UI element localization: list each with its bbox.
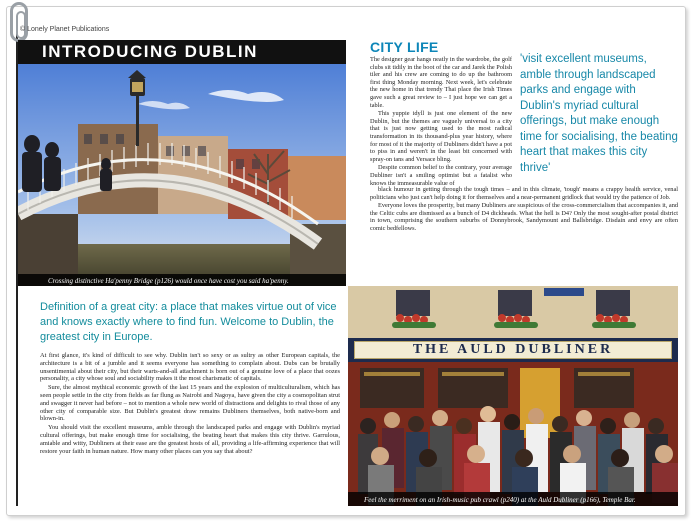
city-life-title: CITY LIFE bbox=[370, 39, 439, 55]
paperclip-icon bbox=[10, 2, 28, 42]
bridge-photo-caption: Crossing distinctive Ha'penny Bridge (p126) would once have cost you said ha'penny. bbox=[48, 277, 289, 285]
intro-paragraph: At first glance, it's kind of difficult to see why. Dublin isn't so sexy or as sultry as other European capitals, the architecture is a bit of a jumble and it seems everyone has something to complain about. Dubs can be brutally unsentimental about their city, but their warts-and-all attachment is born out of a genuine love of a place that oozes personality, a city whose soul and sociability makes it the most charismatic of capitals. bbox=[40, 352, 340, 383]
publisher-credit: © Lonely Planet Publications bbox=[20, 26, 110, 33]
pub-photo bbox=[348, 286, 678, 506]
intro-paragraph: Sure, the almost mythical economic growth of the last 15 years and the explosion of multiculturalism, which has seen people settle in the city from fields as far flung as Nairobi and Nagoya, have given the city a cosmopolitan strut and swagger it never had before – not to mention a whole new world of distractions and delights to rival those of any other city of comparable size. But Dublin's greatest draw remains Dubliners themselves, both native-born and blown-in. bbox=[40, 384, 340, 423]
intro-paragraph: You should visit the excellent museums, amble through the landscaped parks and engage with Dublin's myriad cultural offerings, but make enough time for socialising, the beating heart that makes this city thrive. Garrulous, amiable and witty, Dubliners at their ease are the greatest hosts of all, providing a life-affirming experience that will restore your faith in human nature. How many other places can you say that about? bbox=[40, 424, 340, 455]
pull-quote: 'visit excellent museums, amble through landscaped parks and engage with Dublin's myriad cultural offerings, but make enough time for socialising, the beating heart that makes this city thrive' bbox=[520, 53, 678, 174]
pub-photo-illustration bbox=[348, 286, 678, 506]
pub-sign: THE AULD DUBLINER bbox=[354, 341, 672, 359]
bridge-photo-illustration bbox=[18, 64, 346, 286]
city-life-wide-paragraph: black humour in getting through the tough times – and in this climate, 'tough' means a crappy health service, venal politicians who just can't help doing it for themselves and a near-permanent gridlock that would try the patience of Job. bbox=[370, 186, 678, 201]
pub-fascia bbox=[348, 338, 678, 362]
chapter-header bbox=[18, 40, 346, 64]
city-life-wide-text bbox=[370, 186, 678, 234]
bridge-photo bbox=[18, 64, 346, 286]
city-life-column bbox=[370, 56, 512, 188]
city-life-paragraph: Despite common belief to the contrary, your average Dubliner isn't a smiling optimist but a fatalist who knows the immeasurable value of bbox=[370, 164, 512, 187]
chapter-title: INTRODUCING DUBLIN bbox=[42, 42, 258, 61]
intro-body bbox=[40, 352, 340, 456]
pub-photo-caption: Feel the merriment on an Irish-music pub crawl (p240) at the Auld Dubliner (p166), Temple Bar. bbox=[364, 496, 636, 504]
intro-definition: Definition of a great city: a place that makes virtue out of vice and knows exactly where to find fun. Welcome to Dublin, the greatest city in Europe. bbox=[40, 301, 337, 343]
city-life-paragraph: This yuppie idyll is just one element of the new Dublin, but the themes are vaguely universal to a city that is just now getting used to the most radical transformation in its thousand-plus year history, where for most of it the majority of Dubliners didn't have a pot to piss in and weren't in the least bit concerned with spray-on tans and Versace bling. bbox=[370, 110, 512, 163]
city-life-wide-paragraph: Everyone loves the prosperity, but many Dubliners are suspicious of the cross-commercialism that accompanies it, and the Celtic cubs are dismissed as a bunch of D4 dickheads. What the hell is D4? Only the most sought-after postal district in town, comprising the southern suburbs of Donnybrook, Sandymount and Ballsbridge. Disdain and envy are often comic bedfellows. bbox=[370, 202, 678, 232]
city-life-paragraph: The designer gear hangs neatly in the wardrobe, the golf clubs sit tidily in the boot of the car and Jarek the Polish tiler and his crew are coming to do up the bathroom first thing Monday morning. Next week, let's celebrate the new home in that trendy Thai place the Irish Times gave such a great review to – I just hope we can get a table. bbox=[370, 56, 512, 109]
